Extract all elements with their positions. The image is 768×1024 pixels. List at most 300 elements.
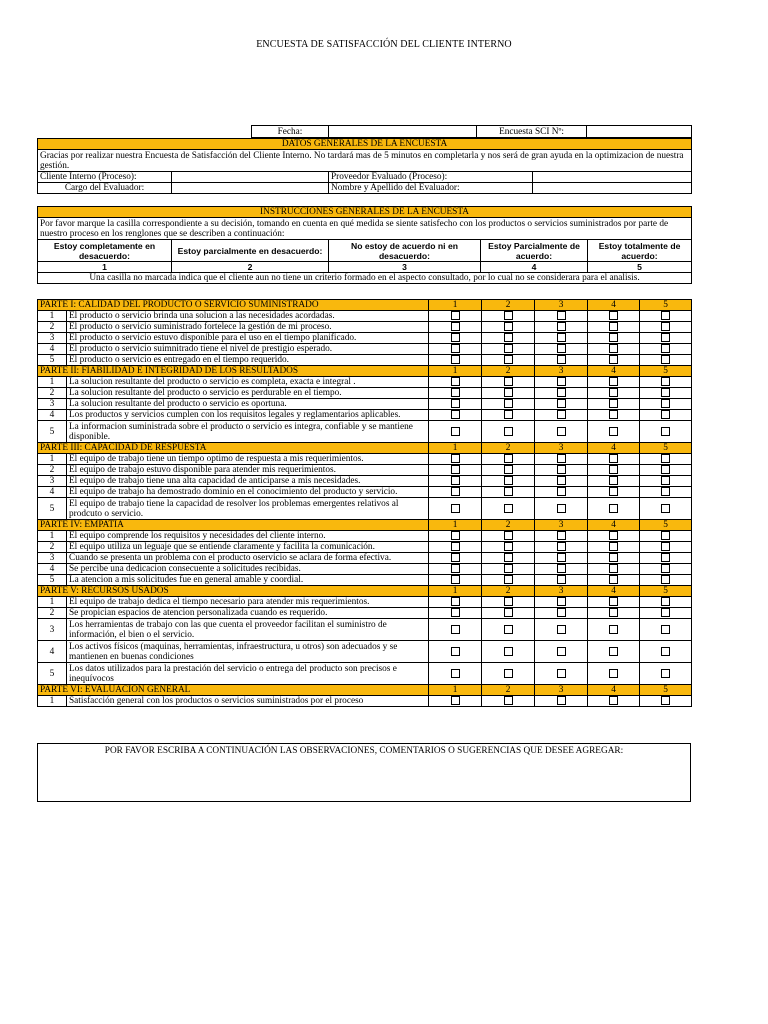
rating-checkbox-5[interactable] — [661, 427, 670, 436]
question-text: El equipo de trabajo tiene una alta capacidad de anticiparse a mis necesidades. — [67, 476, 429, 487]
rating-checkbox-4[interactable] — [609, 311, 618, 320]
rating-checkbox-4[interactable] — [609, 553, 618, 562]
rating-cell-2 — [482, 465, 535, 476]
rating-cell-1 — [429, 399, 482, 410]
question-row — [38, 399, 692, 410]
rating-checkbox-5[interactable] — [661, 377, 670, 386]
rating-checkbox-5[interactable] — [661, 476, 670, 485]
part-scale-number: 1 — [429, 443, 482, 454]
rating-checkbox-1[interactable] — [451, 399, 460, 408]
rating-cell-4 — [588, 333, 640, 344]
rating-checkbox-1[interactable] — [451, 647, 460, 656]
rating-checkbox-3[interactable] — [557, 465, 566, 474]
rating-checkbox-5[interactable] — [661, 669, 670, 678]
part-title: PARTE III: CAPACIDAD DE RESPUESTA — [38, 443, 429, 454]
rating-cell-3 — [535, 641, 588, 663]
rating-checkbox-1[interactable] — [451, 344, 460, 353]
question-text: El producto o servicio suministrado fortelece la gestión de mi proceso. — [67, 322, 429, 333]
rating-checkbox-1[interactable] — [451, 564, 460, 573]
rating-checkbox-3[interactable] — [557, 427, 566, 436]
rating-checkbox-2[interactable] — [504, 564, 513, 573]
rating-checkbox-1[interactable] — [451, 333, 460, 342]
rating-checkbox-5[interactable] — [661, 454, 670, 463]
rating-checkbox-1[interactable] — [451, 669, 460, 678]
rating-cell-4 — [588, 641, 640, 663]
rating-checkbox-5[interactable] — [661, 625, 670, 634]
rating-checkbox-4[interactable] — [609, 647, 618, 656]
rating-cell-3 — [535, 597, 588, 608]
question-row — [38, 421, 692, 443]
rating-cell-5 — [640, 553, 692, 564]
rating-checkbox-3[interactable] — [557, 388, 566, 397]
rating-checkbox-4[interactable] — [609, 454, 618, 463]
rating-cell-1 — [429, 377, 482, 388]
question-row — [38, 531, 692, 542]
rating-checkbox-3[interactable] — [557, 377, 566, 386]
rating-checkbox-1[interactable] — [451, 427, 460, 436]
rating-cell-4 — [588, 608, 640, 619]
rating-checkbox-3[interactable] — [557, 564, 566, 573]
question-row — [38, 663, 692, 685]
question-row — [38, 696, 692, 707]
rating-checkbox-1[interactable] — [451, 355, 460, 364]
rating-checkbox-3[interactable] — [557, 669, 566, 678]
rating-checkbox-3[interactable] — [557, 311, 566, 320]
rating-cell-1 — [429, 344, 482, 355]
question-row — [38, 388, 692, 399]
datos-generales-table — [37, 138, 692, 194]
rating-cell-3 — [535, 421, 588, 443]
rating-cell-1 — [429, 421, 482, 443]
rating-checkbox-3[interactable] — [557, 487, 566, 496]
rating-checkbox-5[interactable] — [661, 597, 670, 606]
rating-checkbox-2[interactable] — [504, 625, 513, 634]
question-number: 5 — [38, 498, 67, 520]
rating-cell-5 — [640, 531, 692, 542]
question-number: 1 — [38, 377, 67, 388]
rating-checkbox-5[interactable] — [661, 344, 670, 353]
rating-cell-3 — [535, 388, 588, 399]
rating-cell-1 — [429, 542, 482, 553]
rating-checkbox-1[interactable] — [451, 311, 460, 320]
part-scale-number: 5 — [640, 300, 692, 311]
rating-checkbox-1[interactable] — [451, 454, 460, 463]
rating-cell-5 — [640, 388, 692, 399]
part-scale-number: 4 — [588, 300, 640, 311]
question-row — [38, 619, 692, 641]
question-number: 2 — [38, 608, 67, 619]
rating-cell-1 — [429, 487, 482, 498]
rating-checkbox-2[interactable] — [504, 531, 513, 540]
part-title: PARTE V: RECURSOS USADOS — [38, 586, 429, 597]
encuesta-number-field[interactable] — [587, 126, 692, 138]
rating-checkbox-4[interactable] — [609, 388, 618, 397]
part-scale-number: 1 — [429, 366, 482, 377]
question-row — [38, 498, 692, 520]
rating-checkbox-1[interactable] — [451, 377, 460, 386]
rating-cell-3 — [535, 487, 588, 498]
question-row — [38, 487, 692, 498]
question-text: La solucion resultante del producto o servicio es oportuna. — [67, 399, 429, 410]
rating-cell-4 — [588, 564, 640, 575]
fecha-label: Fecha: — [252, 126, 329, 138]
rating-checkbox-5[interactable] — [661, 542, 670, 551]
part-scale-number: 4 — [588, 443, 640, 454]
rating-checkbox-3[interactable] — [557, 597, 566, 606]
proveedor-evaluado-field[interactable] — [533, 172, 692, 183]
rating-cell-2 — [482, 498, 535, 520]
rating-checkbox-2[interactable] — [504, 377, 513, 386]
question-text: Los herramientas de trabajo con las que cuenta el proveedor facilitan el suministro de información, el bien o el servicio. — [67, 619, 429, 641]
cliente-interno-field[interactable] — [172, 172, 329, 183]
rating-cell-3 — [535, 465, 588, 476]
rating-checkbox-4[interactable] — [609, 465, 618, 474]
rating-cell-5 — [640, 377, 692, 388]
rating-checkbox-3[interactable] — [557, 504, 566, 513]
rating-cell-4 — [588, 399, 640, 410]
nombre-evaluador-field[interactable] — [533, 183, 692, 194]
rating-checkbox-5[interactable] — [661, 531, 670, 540]
rating-checkbox-4[interactable] — [609, 333, 618, 342]
rating-checkbox-3[interactable] — [557, 399, 566, 408]
part-scale-number: 4 — [588, 520, 640, 531]
rating-checkbox-5[interactable] — [661, 355, 670, 364]
rating-checkbox-4[interactable] — [609, 564, 618, 573]
part-scale-number: 2 — [482, 300, 535, 311]
question-number: 1 — [38, 597, 67, 608]
part-scale-number: 5 — [640, 520, 692, 531]
rating-cell-4 — [588, 542, 640, 553]
rating-cell-2 — [482, 608, 535, 619]
cliente-interno-label: Cliente Interno (Proceso): — [38, 172, 172, 183]
rating-cell-2 — [482, 344, 535, 355]
rating-checkbox-4[interactable] — [609, 696, 618, 705]
rating-checkbox-4[interactable] — [609, 575, 618, 584]
rating-cell-4 — [588, 619, 640, 641]
survey-table — [37, 299, 692, 707]
question-text: El equipo utiliza un leguaje que se entiende claramente y facilita la comunicación. — [67, 542, 429, 553]
rating-checkbox-1[interactable] — [451, 542, 460, 551]
rating-cell-5 — [640, 465, 692, 476]
rating-checkbox-3[interactable] — [557, 322, 566, 331]
rating-checkbox-3[interactable] — [557, 696, 566, 705]
rating-cell-1 — [429, 454, 482, 465]
rating-cell-4 — [588, 498, 640, 520]
scale-number-5: 5 — [588, 262, 692, 273]
rating-cell-3 — [535, 531, 588, 542]
rating-checkbox-5[interactable] — [661, 564, 670, 573]
part-scale-number: 3 — [535, 300, 588, 311]
question-row — [38, 465, 692, 476]
rating-cell-5 — [640, 663, 692, 685]
part-header-row — [38, 685, 692, 696]
question-number: 4 — [38, 410, 67, 421]
rating-cell-5 — [640, 575, 692, 586]
rating-cell-5 — [640, 421, 692, 443]
scale-label-1: Estoy completamente en desacuerdo: — [38, 240, 172, 262]
rating-checkbox-3[interactable] — [557, 575, 566, 584]
rating-checkbox-3[interactable] — [557, 647, 566, 656]
rating-checkbox-5[interactable] — [661, 333, 670, 342]
rating-checkbox-3[interactable] — [557, 410, 566, 419]
rating-checkbox-1[interactable] — [451, 553, 460, 562]
rating-checkbox-2[interactable] — [504, 542, 513, 551]
rating-cell-1 — [429, 608, 482, 619]
cargo-evaluador-field[interactable] — [172, 183, 329, 194]
question-number: 3 — [38, 476, 67, 487]
question-text: Cuando se presenta un problema con el producto oservicio se aclara de forma efectiva. — [67, 553, 429, 564]
rating-cell-3 — [535, 377, 588, 388]
rating-checkbox-3[interactable] — [557, 355, 566, 364]
rating-cell-2 — [482, 355, 535, 366]
rating-cell-3 — [535, 410, 588, 421]
rating-cell-4 — [588, 322, 640, 333]
rating-checkbox-4[interactable] — [609, 531, 618, 540]
rating-checkbox-4[interactable] — [609, 344, 618, 353]
part-header-row — [38, 443, 692, 454]
part-scale-number: 5 — [640, 685, 692, 696]
rating-checkbox-2[interactable] — [504, 388, 513, 397]
question-text: Los productos y servicios cumplen con los requisitos legales y reglamentarios aplicables. — [67, 410, 429, 421]
rating-checkbox-5[interactable] — [661, 410, 670, 419]
rating-checkbox-1[interactable] — [451, 608, 460, 617]
rating-checkbox-2[interactable] — [504, 333, 513, 342]
rating-cell-1 — [429, 388, 482, 399]
instrucciones-header: INSTRUCCIONES GENERALES DE LA ENCUESTA — [38, 207, 692, 218]
rating-checkbox-4[interactable] — [609, 355, 618, 364]
scale-number-4: 4 — [481, 262, 588, 273]
part-scale-number: 3 — [535, 586, 588, 597]
rating-cell-3 — [535, 619, 588, 641]
rating-checkbox-5[interactable] — [661, 399, 670, 408]
rating-checkbox-5[interactable] — [661, 575, 670, 584]
question-text: Satisfacción general con los productos o servicios suministrados por el proceso — [67, 696, 429, 707]
rating-checkbox-1[interactable] — [451, 597, 460, 606]
question-number: 2 — [38, 322, 67, 333]
rating-cell-2 — [482, 399, 535, 410]
question-number: 1 — [38, 311, 67, 322]
part-scale-number: 3 — [535, 520, 588, 531]
rating-cell-2 — [482, 322, 535, 333]
question-number: 4 — [38, 487, 67, 498]
rating-cell-3 — [535, 344, 588, 355]
rating-checkbox-4[interactable] — [609, 504, 618, 513]
rating-cell-5 — [640, 487, 692, 498]
observaciones-box[interactable] — [37, 743, 691, 802]
rating-checkbox-2[interactable] — [504, 669, 513, 678]
rating-checkbox-1[interactable] — [451, 531, 460, 540]
rating-checkbox-1[interactable] — [451, 504, 460, 513]
rating-cell-2 — [482, 619, 535, 641]
part-scale-number: 3 — [535, 685, 588, 696]
rating-cell-1 — [429, 333, 482, 344]
rating-checkbox-5[interactable] — [661, 608, 670, 617]
rating-checkbox-2[interactable] — [504, 410, 513, 419]
proveedor-evaluado-label: Proveedor Evaluado (Proceso): — [329, 172, 533, 183]
rating-cell-2 — [482, 597, 535, 608]
scale-label-4: Estoy Parcialmente de acuerdo: — [481, 240, 588, 262]
rating-checkbox-2[interactable] — [504, 597, 513, 606]
part-scale-number: 1 — [429, 586, 482, 597]
question-text: Se propician espacios de atencion personalizada cuando es requerido. — [67, 608, 429, 619]
rating-cell-4 — [588, 454, 640, 465]
rating-checkbox-4[interactable] — [609, 597, 618, 606]
rating-checkbox-2[interactable] — [504, 311, 513, 320]
rating-cell-1 — [429, 531, 482, 542]
rating-checkbox-2[interactable] — [504, 399, 513, 408]
rating-checkbox-3[interactable] — [557, 608, 566, 617]
rating-cell-4 — [588, 487, 640, 498]
rating-cell-5 — [640, 696, 692, 707]
rating-checkbox-1[interactable] — [451, 388, 460, 397]
rating-checkbox-4[interactable] — [609, 410, 618, 419]
scale-label-3: No estoy de acuerdo ni en desacuerdo: — [329, 240, 481, 262]
rating-checkbox-5[interactable] — [661, 647, 670, 656]
part-header-row — [38, 520, 692, 531]
rating-cell-3 — [535, 333, 588, 344]
question-row — [38, 553, 692, 564]
rating-checkbox-4[interactable] — [609, 427, 618, 436]
rating-checkbox-1[interactable] — [451, 476, 460, 485]
rating-checkbox-2[interactable] — [504, 553, 513, 562]
rating-checkbox-1[interactable] — [451, 322, 460, 331]
rating-cell-5 — [640, 498, 692, 520]
rating-cell-2 — [482, 421, 535, 443]
rating-cell-5 — [640, 619, 692, 641]
rating-checkbox-5[interactable] — [661, 487, 670, 496]
part-scale-number: 5 — [640, 586, 692, 597]
rating-checkbox-5[interactable] — [661, 465, 670, 474]
instrucciones-note: Una casilla no marcada indica que el cliente aun no tiene un criterio formado en el aspecto consultado, por lo cual no se considerara para el analisis. — [38, 273, 692, 284]
rating-checkbox-3[interactable] — [557, 454, 566, 463]
rating-cell-3 — [535, 355, 588, 366]
question-row — [38, 377, 692, 388]
question-number: 3 — [38, 619, 67, 641]
rating-checkbox-3[interactable] — [557, 553, 566, 562]
part-scale-number: 2 — [482, 685, 535, 696]
rating-cell-4 — [588, 465, 640, 476]
rating-cell-3 — [535, 311, 588, 322]
rating-checkbox-4[interactable] — [609, 377, 618, 386]
rating-checkbox-4[interactable] — [609, 487, 618, 496]
rating-cell-2 — [482, 696, 535, 707]
rating-cell-5 — [640, 564, 692, 575]
rating-cell-2 — [482, 641, 535, 663]
rating-cell-5 — [640, 597, 692, 608]
rating-checkbox-2[interactable] — [504, 322, 513, 331]
question-text: El equipo de trabajo dedica el tiempo necesario para atender mis requerimientos. — [67, 597, 429, 608]
rating-checkbox-1[interactable] — [451, 575, 460, 584]
rating-checkbox-2[interactable] — [504, 504, 513, 513]
rating-checkbox-2[interactable] — [504, 454, 513, 463]
rating-checkbox-5[interactable] — [661, 311, 670, 320]
scale-label-2: Estoy parcialmente en desacuerdo: — [172, 240, 329, 262]
rating-checkbox-2[interactable] — [504, 355, 513, 364]
rating-cell-5 — [640, 476, 692, 487]
rating-checkbox-4[interactable] — [609, 476, 618, 485]
question-number: 2 — [38, 542, 67, 553]
scale-number-2: 2 — [172, 262, 329, 273]
rating-checkbox-3[interactable] — [557, 542, 566, 551]
rating-checkbox-1[interactable] — [451, 410, 460, 419]
rating-cell-2 — [482, 487, 535, 498]
rating-cell-1 — [429, 575, 482, 586]
rating-checkbox-2[interactable] — [504, 575, 513, 584]
rating-cell-3 — [535, 476, 588, 487]
question-number: 5 — [38, 575, 67, 586]
rating-checkbox-4[interactable] — [609, 322, 618, 331]
rating-cell-1 — [429, 410, 482, 421]
rating-checkbox-1[interactable] — [451, 487, 460, 496]
rating-checkbox-2[interactable] — [504, 427, 513, 436]
rating-checkbox-1[interactable] — [451, 465, 460, 474]
rating-checkbox-3[interactable] — [557, 625, 566, 634]
rating-checkbox-2[interactable] — [504, 608, 513, 617]
rating-checkbox-1[interactable] — [451, 696, 460, 705]
part-scale-number: 5 — [640, 443, 692, 454]
rating-checkbox-2[interactable] — [504, 476, 513, 485]
rating-cell-3 — [535, 553, 588, 564]
fecha-field[interactable] — [329, 126, 477, 138]
rating-cell-1 — [429, 553, 482, 564]
rating-checkbox-3[interactable] — [557, 333, 566, 342]
rating-checkbox-4[interactable] — [609, 608, 618, 617]
rating-cell-1 — [429, 619, 482, 641]
rating-cell-1 — [429, 663, 482, 685]
rating-checkbox-2[interactable] — [504, 647, 513, 656]
rating-checkbox-4[interactable] — [609, 399, 618, 408]
rating-checkbox-5[interactable] — [661, 504, 670, 513]
rating-checkbox-3[interactable] — [557, 476, 566, 485]
question-text: El producto o servicio brinda una solucion a las necesidades acordadas. — [67, 311, 429, 322]
rating-checkbox-2[interactable] — [504, 487, 513, 496]
rating-checkbox-5[interactable] — [661, 553, 670, 562]
question-text: El producto o servicio estuvo disponible para el uso en el tiempo planificado. — [67, 333, 429, 344]
rating-checkbox-2[interactable] — [504, 465, 513, 474]
rating-checkbox-4[interactable] — [609, 542, 618, 551]
instrucciones-text: Por favor marque la casilla correspondiente a su decisión, tomando en cuenta en qué medida se siente satisfecho con los productos o servicios suministrados por parte de nuestro proceso en los renglones que se describen a continuación: — [38, 218, 692, 240]
rating-cell-2 — [482, 410, 535, 421]
question-number: 4 — [38, 564, 67, 575]
rating-checkbox-5[interactable] — [661, 388, 670, 397]
nombre-evaluador-label: Nombre y Apellido del Evaluador: — [329, 183, 533, 194]
rating-checkbox-5[interactable] — [661, 322, 670, 331]
part-title: PARTE II: FIABILIDAD E INTEGRIDAD DE LOS RESULTADOS — [38, 366, 429, 377]
cargo-evaluador-label: Cargo del Evaluador: — [38, 183, 172, 194]
rating-cell-5 — [640, 608, 692, 619]
rating-cell-5 — [640, 311, 692, 322]
question-row — [38, 476, 692, 487]
rating-checkbox-2[interactable] — [504, 344, 513, 353]
rating-cell-1 — [429, 311, 482, 322]
rating-checkbox-4[interactable] — [609, 625, 618, 634]
question-number: 1 — [38, 531, 67, 542]
datos-intro-text: Gracias por realizar nuestra Encuesta de Satisfacción del Cliente Interno. No tardará mas de 5 minutos en completarla y nos será de gran ayuda en la optimizacion de nuestra gestión. — [38, 150, 692, 172]
rating-checkbox-5[interactable] — [661, 696, 670, 705]
rating-cell-4 — [588, 696, 640, 707]
question-text: La solucion resultante del producto o servicio es completa, exacta e integral . — [67, 377, 429, 388]
rating-checkbox-1[interactable] — [451, 625, 460, 634]
rating-cell-4 — [588, 421, 640, 443]
rating-checkbox-3[interactable] — [557, 531, 566, 540]
part-header-row — [38, 586, 692, 597]
rating-checkbox-3[interactable] — [557, 344, 566, 353]
rating-cell-2 — [482, 377, 535, 388]
rating-cell-3 — [535, 663, 588, 685]
rating-checkbox-4[interactable] — [609, 669, 618, 678]
rating-cell-2 — [482, 531, 535, 542]
rating-checkbox-2[interactable] — [504, 696, 513, 705]
